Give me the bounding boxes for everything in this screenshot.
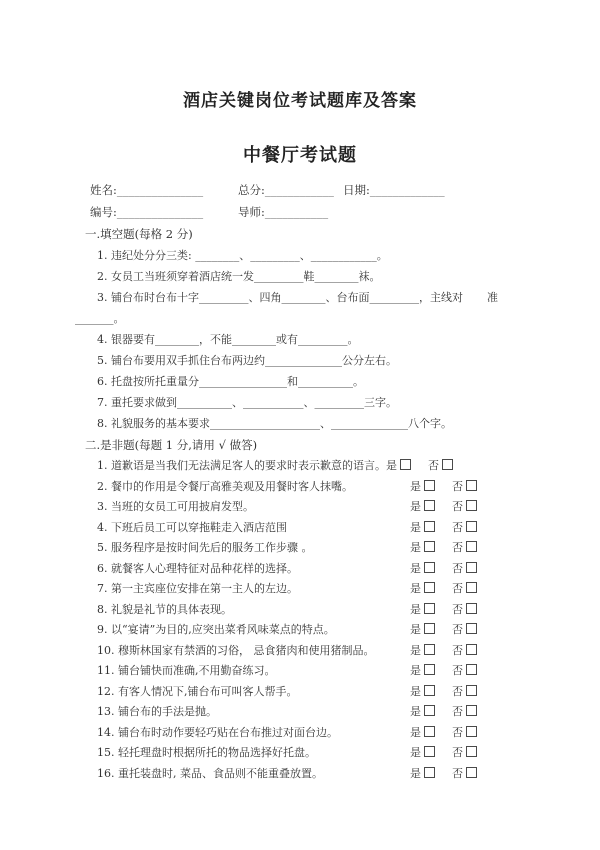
question-text: 5. 铺台布要用双手抓住台布两边约______________公分左右。 — [97, 354, 397, 367]
no-label: 否 — [452, 746, 463, 759]
yes-checkbox[interactable] — [424, 541, 435, 552]
yes-label: 是 — [410, 582, 421, 595]
yes-checkbox[interactable] — [424, 623, 435, 634]
fill-blank-question-7 — [97, 392, 525, 413]
yes-label: 是 — [410, 541, 421, 554]
no-label: 否 — [452, 479, 463, 493]
yes-option — [410, 518, 435, 539]
question-text: 14. 铺台布时动作要轻巧贴在台布推过对面台边。 — [97, 725, 338, 739]
yes-label: 是 — [410, 602, 421, 616]
question-text: 4. 银器要有________，不能________或有_________。 — [97, 333, 359, 346]
fill-blank-question-1 — [97, 245, 525, 266]
no-option — [452, 620, 477, 641]
yes-option — [410, 682, 435, 703]
fill-blank-question-4 — [97, 329, 525, 350]
yes-checkbox[interactable] — [424, 480, 435, 491]
no-label: 否 — [452, 541, 463, 554]
no-checkbox[interactable] — [466, 480, 477, 491]
exam-subtitle: 中餐厅考试题 — [243, 145, 357, 166]
no-checkbox[interactable] — [466, 541, 477, 552]
date-blank: _____________ — [369, 183, 445, 197]
fill-blank-question-2 — [97, 266, 525, 287]
no-option — [428, 456, 453, 477]
yes-checkbox[interactable] — [424, 664, 435, 675]
question-text: 3. 铺台布时台布十字_________、四角________、台布面_________，主线对 — [97, 291, 463, 304]
fill-blank-section — [75, 245, 525, 434]
answer-checkboxes — [410, 477, 477, 498]
yes-checkbox[interactable] — [424, 746, 435, 757]
fill-blank-question-3-continuation — [75, 308, 525, 329]
id-label: 编号: — [90, 205, 117, 219]
no-checkbox[interactable] — [466, 685, 477, 696]
question-text: 8. 礼貌是礼节的具体表现。 — [97, 602, 232, 616]
no-label: 否 — [452, 561, 463, 575]
question-text: 9. 以“宴请”为目的,应突出菜肴风味菜点的特点。 — [97, 623, 335, 636]
no-label: 否 — [452, 725, 463, 739]
true-false-question-10 — [97, 641, 525, 662]
true-false-question-12 — [97, 682, 525, 703]
no-option — [452, 743, 477, 764]
question-text: _______。 — [75, 312, 125, 325]
no-checkbox[interactable] — [466, 705, 477, 716]
section1-heading: 一.填空题(每格 2 分) — [85, 227, 193, 241]
no-label: 否 — [452, 520, 463, 534]
no-label: 否 — [428, 459, 439, 472]
true-false-question-5 — [97, 538, 525, 559]
no-option — [452, 641, 477, 662]
no-option — [452, 518, 477, 539]
question-text: 5. 服务程序是按时间先后的服务工作步骤 。 — [97, 541, 313, 554]
date-label: 日期: — [343, 183, 370, 197]
no-checkbox[interactable] — [442, 459, 453, 470]
no-option — [452, 497, 477, 518]
yes-label: 是 — [410, 725, 421, 739]
question-text: 6. 就餐客人心理特征对品种花样的选择。 — [97, 561, 298, 575]
no-option — [452, 682, 477, 703]
yes-option — [410, 723, 435, 744]
true-false-question-11 — [97, 661, 525, 682]
no-label: 否 — [452, 705, 463, 718]
no-label: 否 — [452, 582, 463, 595]
answer-checkboxes — [410, 620, 477, 641]
name-label: 姓名: — [90, 183, 117, 197]
true-false-question-4 — [97, 518, 525, 539]
no-label: 否 — [452, 500, 463, 513]
score-field — [238, 179, 343, 201]
yes-checkbox[interactable] — [424, 582, 435, 593]
yes-checkbox[interactable] — [424, 767, 435, 778]
no-option — [452, 600, 477, 621]
answer-checkboxes — [410, 723, 477, 744]
question-text: 8. 礼貌服务的基本要求____________________、______________八个字。 — [97, 417, 452, 430]
yes-label: 是 — [410, 664, 421, 677]
yes-option — [410, 538, 435, 559]
answer-checkboxes — [410, 661, 477, 682]
yes-checkbox[interactable] — [424, 705, 435, 716]
no-checkbox[interactable] — [466, 767, 477, 778]
no-label: 否 — [452, 684, 463, 698]
header-fields — [90, 179, 525, 223]
true-false-question-9 — [97, 620, 525, 641]
no-option — [452, 702, 477, 723]
question-text: 11. 铺台铺快而准确,不用勤奋练习。 — [97, 664, 276, 677]
yes-option — [410, 477, 435, 498]
yes-option — [410, 702, 435, 723]
yes-label: 是 — [386, 459, 397, 472]
no-checkbox[interactable] — [466, 582, 477, 593]
mentor-label: 导师: — [238, 205, 265, 219]
yes-checkbox[interactable] — [424, 500, 435, 511]
true-false-section — [97, 456, 525, 784]
yes-checkbox[interactable] — [424, 603, 435, 614]
mentor-blank: ___________ — [264, 205, 329, 219]
yes-label: 是 — [410, 520, 421, 534]
yes-option — [410, 497, 435, 518]
yes-option — [386, 456, 411, 477]
score-blank: ____________ — [264, 183, 334, 197]
yes-checkbox[interactable] — [424, 562, 435, 573]
question-text: 2. 餐巾的作用是令餐厅高雅美观及用餐时客人抹嘴。 — [97, 479, 353, 493]
true-false-question-13 — [97, 702, 525, 723]
no-checkbox[interactable] — [466, 623, 477, 634]
yes-label: 是 — [410, 766, 421, 780]
no-checkbox[interactable] — [466, 500, 477, 511]
answer-checkboxes — [386, 456, 453, 477]
answer-checkboxes — [410, 764, 477, 785]
yes-option — [410, 559, 435, 580]
score-label: 总分: — [238, 183, 265, 197]
answer-checkboxes — [410, 497, 477, 518]
answer-checkboxes — [410, 743, 477, 764]
yes-label: 是 — [410, 684, 421, 698]
yes-option — [410, 600, 435, 621]
no-label: 否 — [452, 623, 463, 636]
question-text: 3. 当班的女员工可用披肩发型。 — [97, 500, 254, 513]
question-text: 7. 第一主宾座位安排在第一主人的左边。 — [97, 582, 298, 595]
no-checkbox[interactable] — [466, 521, 477, 532]
answer-checkboxes — [410, 518, 477, 539]
no-option — [452, 477, 477, 498]
yes-checkbox[interactable] — [424, 644, 435, 655]
yes-option — [410, 661, 435, 682]
name-blank: _______________ — [116, 183, 204, 197]
answer-checkboxes — [410, 600, 477, 621]
yes-label: 是 — [410, 500, 421, 513]
mentor-field — [238, 201, 343, 223]
true-false-question-3 — [97, 497, 525, 518]
header-fields-row-2 — [90, 201, 525, 223]
question-text: 1. 违纪处分分三类: ________、_________、____________。 — [97, 249, 388, 262]
question-text-tail: 准 — [487, 291, 498, 304]
yes-label: 是 — [410, 479, 421, 493]
yes-option — [410, 579, 435, 600]
true-false-question-16 — [97, 764, 525, 785]
question-text: 16. 重托装盘时, 菜品、食品则不能重叠放置。 — [97, 766, 323, 780]
no-option — [452, 661, 477, 682]
true-false-question-6 — [97, 559, 525, 580]
no-label: 否 — [452, 602, 463, 616]
no-checkbox[interactable] — [466, 664, 477, 675]
yes-label: 是 — [410, 561, 421, 575]
no-label: 否 — [452, 766, 463, 780]
no-checkbox[interactable] — [466, 644, 477, 655]
true-false-question-2 — [97, 477, 525, 498]
yes-checkbox[interactable] — [424, 521, 435, 532]
no-label: 否 — [452, 664, 463, 677]
question-text: 12. 有客人情况下,铺台布可叫客人帮手。 — [97, 684, 298, 698]
no-option — [452, 559, 477, 580]
yes-label: 是 — [410, 643, 421, 657]
no-label: 否 — [452, 643, 463, 657]
no-checkbox[interactable] — [466, 726, 477, 737]
question-text: 10. 穆斯林国家有禁酒的习俗， 忌食猪肉和使用猪制品。 — [97, 643, 375, 657]
no-option — [452, 764, 477, 785]
yes-option — [410, 641, 435, 662]
fill-blank-question-5 — [97, 350, 525, 371]
question-text: 15. 轻托理盘时根据所托的物品选择好托盘。 — [97, 746, 316, 759]
question-text: 2. 女员工当班须穿着酒店统一发_________鞋________袜。 — [97, 270, 381, 283]
fill-blank-question-8 — [97, 413, 525, 434]
answer-checkboxes — [410, 682, 477, 703]
true-false-question-8 — [97, 600, 525, 621]
no-option — [452, 723, 477, 744]
no-option — [452, 579, 477, 600]
yes-option — [410, 620, 435, 641]
answer-checkboxes — [410, 559, 477, 580]
yes-option — [410, 764, 435, 785]
yes-checkbox[interactable] — [424, 726, 435, 737]
yes-label: 是 — [410, 746, 421, 759]
answer-checkboxes — [410, 579, 477, 600]
question-text: 6. 托盘按所托重量分________________和__________。 — [97, 375, 364, 388]
yes-option — [410, 743, 435, 764]
fill-blank-question-6 — [97, 371, 525, 392]
id-blank: _______________ — [116, 205, 204, 219]
answer-checkboxes — [410, 538, 477, 559]
answer-checkboxes — [410, 702, 477, 723]
date-field — [343, 179, 525, 201]
yes-label: 是 — [410, 705, 421, 718]
question-text: 1. 道歉语是当我们无法满足客人的要求时表示歉意的语言。 — [97, 459, 386, 472]
yes-checkbox[interactable] — [400, 459, 411, 470]
yes-checkbox[interactable] — [424, 685, 435, 696]
question-text: 7. 重托要求做到__________、___________、_________三字。 — [97, 396, 397, 409]
no-checkbox[interactable] — [466, 562, 477, 573]
no-option — [452, 538, 477, 559]
true-false-question-1 — [97, 456, 525, 477]
fill-blank-question-3 — [97, 287, 525, 308]
section2-heading: 二.是非题(每题 1 分,请用 √ 做答) — [85, 438, 258, 452]
header-fields-row-1 — [90, 179, 525, 201]
no-checkbox[interactable] — [466, 746, 477, 757]
answer-checkboxes — [410, 641, 477, 662]
question-text: 13. 铺台布的手法是抛。 — [97, 705, 217, 718]
document-title: 酒店关键岗位考试题库及答案 — [183, 91, 417, 111]
true-false-question-14 — [97, 723, 525, 744]
true-false-question-15 — [97, 743, 525, 764]
name-field — [90, 179, 238, 201]
id-field — [90, 201, 238, 223]
no-checkbox[interactable] — [466, 603, 477, 614]
yes-label: 是 — [410, 623, 421, 636]
true-false-question-7 — [97, 579, 525, 600]
question-text: 4. 下班后员工可以穿拖鞋走入酒店范围 — [97, 520, 287, 534]
